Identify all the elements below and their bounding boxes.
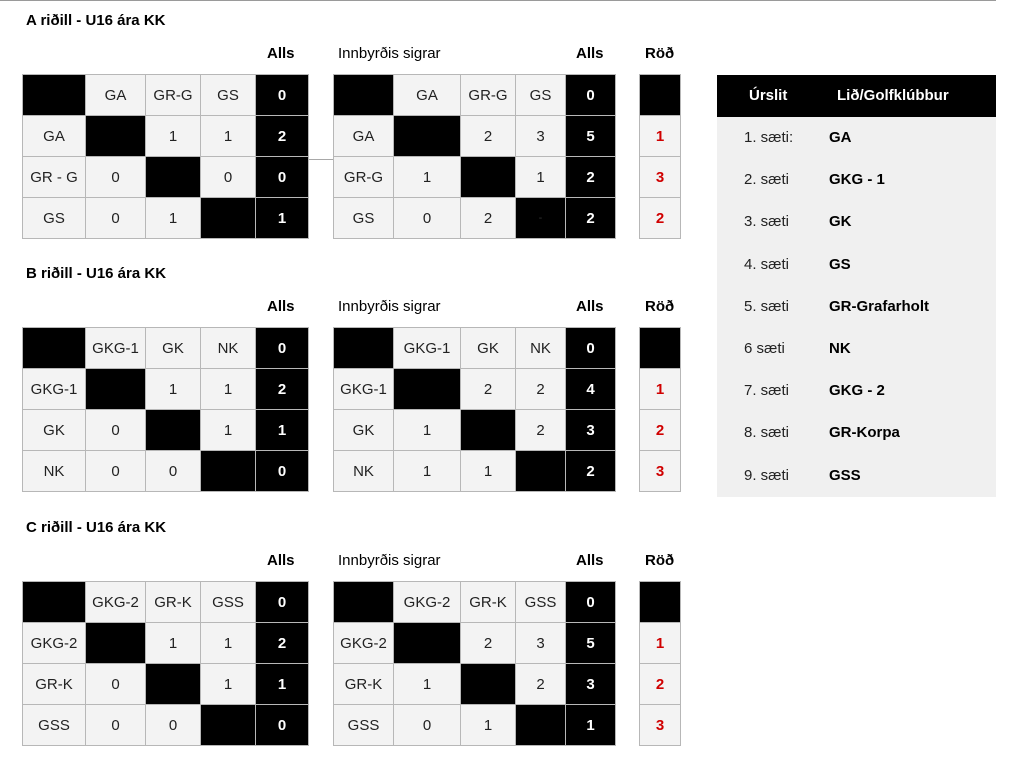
column-header: GR-K bbox=[461, 582, 516, 623]
column-header: GSS bbox=[516, 582, 566, 623]
group-a-h2h-alls-label: Alls bbox=[576, 45, 604, 62]
self-cell bbox=[146, 157, 201, 198]
results-header-place: Úrslit bbox=[749, 87, 788, 104]
score-cell: 1 bbox=[201, 664, 256, 705]
group-a-h2h-label: Innbyrðis sigrar bbox=[338, 45, 441, 62]
rank-header-cell bbox=[640, 75, 681, 116]
corner-cell bbox=[23, 582, 86, 623]
score-cell: 2 bbox=[461, 369, 516, 410]
column-header: GKG-1 bbox=[394, 328, 461, 369]
score-cell: 1 bbox=[201, 623, 256, 664]
self-cell bbox=[201, 451, 256, 492]
total-cell: 0 bbox=[566, 328, 616, 369]
score-cell: 1 bbox=[461, 705, 516, 746]
total-cell: 3 bbox=[566, 410, 616, 451]
self-cell bbox=[394, 369, 461, 410]
total-cell: 3 bbox=[566, 664, 616, 705]
score-cell: 0 bbox=[86, 664, 146, 705]
self-cell bbox=[461, 410, 516, 451]
row-header: GA bbox=[23, 116, 86, 157]
group-b-matrix bbox=[22, 327, 309, 492]
row-header: GK bbox=[23, 410, 86, 451]
column-header: GR-G bbox=[146, 75, 201, 116]
results-team: GR-Grafarholt bbox=[829, 297, 930, 315]
table-row bbox=[334, 451, 616, 492]
table-row bbox=[334, 198, 616, 239]
results-row bbox=[717, 159, 996, 201]
table-row bbox=[23, 328, 309, 369]
column-header: GKG-2 bbox=[394, 582, 461, 623]
total-cell: 0 bbox=[566, 582, 616, 623]
column-header: GKG-2 bbox=[86, 582, 146, 623]
table-row bbox=[334, 75, 616, 116]
score-cell: 1 bbox=[201, 410, 256, 451]
row-header: GSS bbox=[23, 705, 86, 746]
score-cell: 1 bbox=[394, 664, 461, 705]
rank-cell: 1 bbox=[640, 116, 681, 157]
self-cell bbox=[394, 116, 461, 157]
self-cell bbox=[394, 623, 461, 664]
score-cell: 0 bbox=[201, 157, 256, 198]
column-header: GKG-1 bbox=[86, 328, 146, 369]
column-header: GR-G bbox=[461, 75, 516, 116]
table-row bbox=[23, 75, 309, 116]
group-c-title: C riðill - U16 ára KK bbox=[26, 519, 167, 536]
table-row bbox=[334, 582, 616, 623]
score-cell: 2 bbox=[461, 116, 516, 157]
results-place: 4. sæti bbox=[744, 255, 790, 273]
group-a-alls-label: Alls bbox=[267, 45, 295, 62]
results-team: GR-Korpa bbox=[829, 424, 900, 442]
score-cell: 2 bbox=[516, 410, 566, 451]
group-a-h2h-matrix bbox=[333, 74, 616, 239]
self-cell bbox=[86, 623, 146, 664]
results-team: NK bbox=[829, 339, 851, 357]
results-row bbox=[717, 117, 996, 159]
results-header bbox=[717, 75, 996, 117]
results-place: 2. sæti bbox=[744, 171, 790, 189]
self-cell bbox=[146, 664, 201, 705]
table-row bbox=[334, 623, 616, 664]
total-cell: 0 bbox=[256, 582, 309, 623]
row-header: GKG-1 bbox=[334, 369, 394, 410]
results-team: GS bbox=[829, 255, 851, 273]
rank-cell: 3 bbox=[640, 451, 681, 492]
score-cell: 0 bbox=[146, 705, 201, 746]
column-header: GK bbox=[146, 328, 201, 369]
score-cell: 1 bbox=[394, 410, 461, 451]
results-header-team: Lið/Golfklúbbur bbox=[837, 87, 949, 104]
group-c-h2h-alls-label: Alls bbox=[576, 552, 604, 569]
rank-header-cell bbox=[640, 582, 681, 623]
row-header: GKG-2 bbox=[23, 623, 86, 664]
self-cell bbox=[201, 198, 256, 239]
results-team: GK bbox=[829, 213, 852, 231]
score-cell: 1 bbox=[146, 369, 201, 410]
row-header: GKG-2 bbox=[334, 623, 394, 664]
self-cell bbox=[86, 369, 146, 410]
self-cell bbox=[516, 451, 566, 492]
score-cell: 1 bbox=[146, 198, 201, 239]
column-header: GS bbox=[516, 75, 566, 116]
self-cell bbox=[461, 157, 516, 198]
row-header: GS bbox=[23, 198, 86, 239]
group-c-rank-column bbox=[639, 581, 681, 746]
column-header: GA bbox=[86, 75, 146, 116]
column-header: NK bbox=[516, 328, 566, 369]
row-header: GA bbox=[334, 116, 394, 157]
group-b-alls-label: Alls bbox=[267, 298, 295, 315]
score-cell: 2 bbox=[461, 623, 516, 664]
score-cell: 2 bbox=[516, 369, 566, 410]
results-place: 1. sæti: bbox=[744, 129, 794, 146]
total-cell: 1 bbox=[256, 664, 309, 705]
rank-header-cell bbox=[640, 328, 681, 369]
table-row bbox=[23, 116, 309, 157]
group-b-rank-label: Röð bbox=[645, 298, 675, 315]
corner-cell bbox=[334, 582, 394, 623]
score-cell: 0 bbox=[86, 410, 146, 451]
group-c-alls-label: Alls bbox=[267, 552, 295, 569]
group-b-h2h-label: Innbyrðis sigrar bbox=[338, 298, 441, 315]
score-cell: 0 bbox=[146, 451, 201, 492]
row-header: GR-K bbox=[334, 664, 394, 705]
score-cell: 3 bbox=[516, 623, 566, 664]
table-row bbox=[334, 116, 616, 157]
row-header: NK bbox=[23, 451, 86, 492]
table-row bbox=[23, 198, 309, 239]
self-cell bbox=[461, 664, 516, 705]
results-row bbox=[717, 328, 996, 370]
group-c-matrix bbox=[22, 581, 309, 746]
score-cell: 1 bbox=[394, 157, 461, 198]
table-row bbox=[23, 410, 309, 451]
total-cell: 0 bbox=[256, 157, 309, 198]
results-row bbox=[717, 455, 996, 497]
column-header: GR-K bbox=[146, 582, 201, 623]
score-cell: 0 bbox=[86, 451, 146, 492]
row-header: GSS bbox=[334, 705, 394, 746]
row-header: NK bbox=[334, 451, 394, 492]
total-cell: 1 bbox=[256, 410, 309, 451]
group-b-rank-column bbox=[639, 327, 681, 492]
table-row bbox=[23, 451, 309, 492]
column-header: GK bbox=[461, 328, 516, 369]
results-row bbox=[717, 412, 996, 454]
results-place: 3. sæti bbox=[744, 213, 790, 231]
self-cell bbox=[86, 116, 146, 157]
rank-cell: 1 bbox=[640, 369, 681, 410]
score-cell: 0 bbox=[394, 705, 461, 746]
corner-cell bbox=[23, 328, 86, 369]
table-row bbox=[334, 410, 616, 451]
row-header: GR-K bbox=[23, 664, 86, 705]
total-cell: 5 bbox=[566, 623, 616, 664]
table-row bbox=[334, 328, 616, 369]
results-row bbox=[717, 286, 996, 328]
rank-cell: 2 bbox=[640, 410, 681, 451]
group-b-title: B riðill - U16 ára KK bbox=[26, 265, 167, 282]
group-c-h2h-matrix bbox=[333, 581, 616, 746]
table-row bbox=[334, 157, 616, 198]
results-row bbox=[717, 244, 996, 286]
total-cell: 0 bbox=[566, 75, 616, 116]
row-header: GR - G bbox=[23, 157, 86, 198]
table-row bbox=[23, 705, 309, 746]
rank-cell: 2 bbox=[640, 664, 681, 705]
results-place: 8. sæti bbox=[744, 424, 790, 442]
total-cell: 1 bbox=[256, 198, 309, 239]
score-cell: 1 bbox=[201, 116, 256, 157]
corner-cell bbox=[23, 75, 86, 116]
connector-line bbox=[308, 159, 334, 160]
row-header: GR-G bbox=[334, 157, 394, 198]
total-cell: 0 bbox=[256, 75, 309, 116]
total-cell: 2 bbox=[256, 623, 309, 664]
group-c-rank-label: Röð bbox=[645, 552, 675, 569]
final-results-panel bbox=[717, 75, 996, 497]
score-cell: 0 bbox=[86, 157, 146, 198]
results-team: GA bbox=[829, 129, 852, 146]
total-cell: 0 bbox=[256, 451, 309, 492]
score-cell: 1 bbox=[461, 451, 516, 492]
score-cell: 0 bbox=[394, 198, 461, 239]
column-header: GA bbox=[394, 75, 461, 116]
group-a-rank-column bbox=[639, 74, 681, 239]
score-cell: 2 bbox=[516, 664, 566, 705]
score-cell: 1 bbox=[201, 369, 256, 410]
row-header: GS bbox=[334, 198, 394, 239]
score-cell: 1 bbox=[146, 623, 201, 664]
score-cell: 1 bbox=[146, 116, 201, 157]
table-row bbox=[23, 664, 309, 705]
total-cell: 0 bbox=[256, 705, 309, 746]
results-place: 5. sæti bbox=[744, 297, 790, 315]
row-header: GK bbox=[334, 410, 394, 451]
results-row bbox=[717, 201, 996, 243]
results-place: 9. sæti bbox=[744, 466, 790, 484]
score-cell: 1 bbox=[516, 157, 566, 198]
table-row bbox=[334, 664, 616, 705]
rank-cell: 1 bbox=[640, 623, 681, 664]
column-header: NK bbox=[201, 328, 256, 369]
self-cell: - bbox=[516, 198, 566, 239]
top-divider bbox=[0, 0, 996, 1]
total-cell: 2 bbox=[566, 451, 616, 492]
total-cell: 2 bbox=[256, 369, 309, 410]
table-row bbox=[334, 369, 616, 410]
score-cell: 2 bbox=[461, 198, 516, 239]
results-row bbox=[717, 370, 996, 412]
corner-cell bbox=[334, 328, 394, 369]
total-cell: 2 bbox=[566, 198, 616, 239]
score-cell: 0 bbox=[86, 705, 146, 746]
self-cell bbox=[201, 705, 256, 746]
total-cell: 5 bbox=[566, 116, 616, 157]
score-cell: 1 bbox=[394, 451, 461, 492]
self-cell bbox=[146, 410, 201, 451]
rank-cell: 3 bbox=[640, 705, 681, 746]
group-a-title: A riðill - U16 ára KK bbox=[26, 12, 166, 29]
group-c-h2h-label: Innbyrðis sigrar bbox=[338, 552, 441, 569]
total-cell: 0 bbox=[256, 328, 309, 369]
table-row bbox=[23, 623, 309, 664]
score-cell: 3 bbox=[516, 116, 566, 157]
group-a-rank-label: Röð bbox=[645, 45, 675, 62]
rank-cell: 3 bbox=[640, 157, 681, 198]
score-cell: 0 bbox=[86, 198, 146, 239]
corner-cell bbox=[334, 75, 394, 116]
table-row bbox=[23, 582, 309, 623]
results-team: GKG - 1 bbox=[829, 171, 885, 189]
total-cell: 1 bbox=[566, 705, 616, 746]
group-b-h2h-matrix bbox=[333, 327, 616, 492]
results-team: GSS bbox=[829, 466, 861, 484]
self-cell bbox=[516, 705, 566, 746]
results-team: GKG - 2 bbox=[829, 382, 885, 400]
rank-cell: 2 bbox=[640, 198, 681, 239]
table-row bbox=[23, 157, 309, 198]
group-a-matrix bbox=[22, 74, 309, 239]
column-header: GSS bbox=[201, 582, 256, 623]
row-header: GKG-1 bbox=[23, 369, 86, 410]
total-cell: 2 bbox=[256, 116, 309, 157]
table-row bbox=[334, 705, 616, 746]
table-row bbox=[23, 369, 309, 410]
column-header: GS bbox=[201, 75, 256, 116]
results-place: 7. sæti bbox=[744, 382, 790, 400]
total-cell: 4 bbox=[566, 369, 616, 410]
total-cell: 2 bbox=[566, 157, 616, 198]
group-b-h2h-alls-label: Alls bbox=[576, 298, 604, 315]
results-place: 6 sæti bbox=[744, 339, 785, 357]
